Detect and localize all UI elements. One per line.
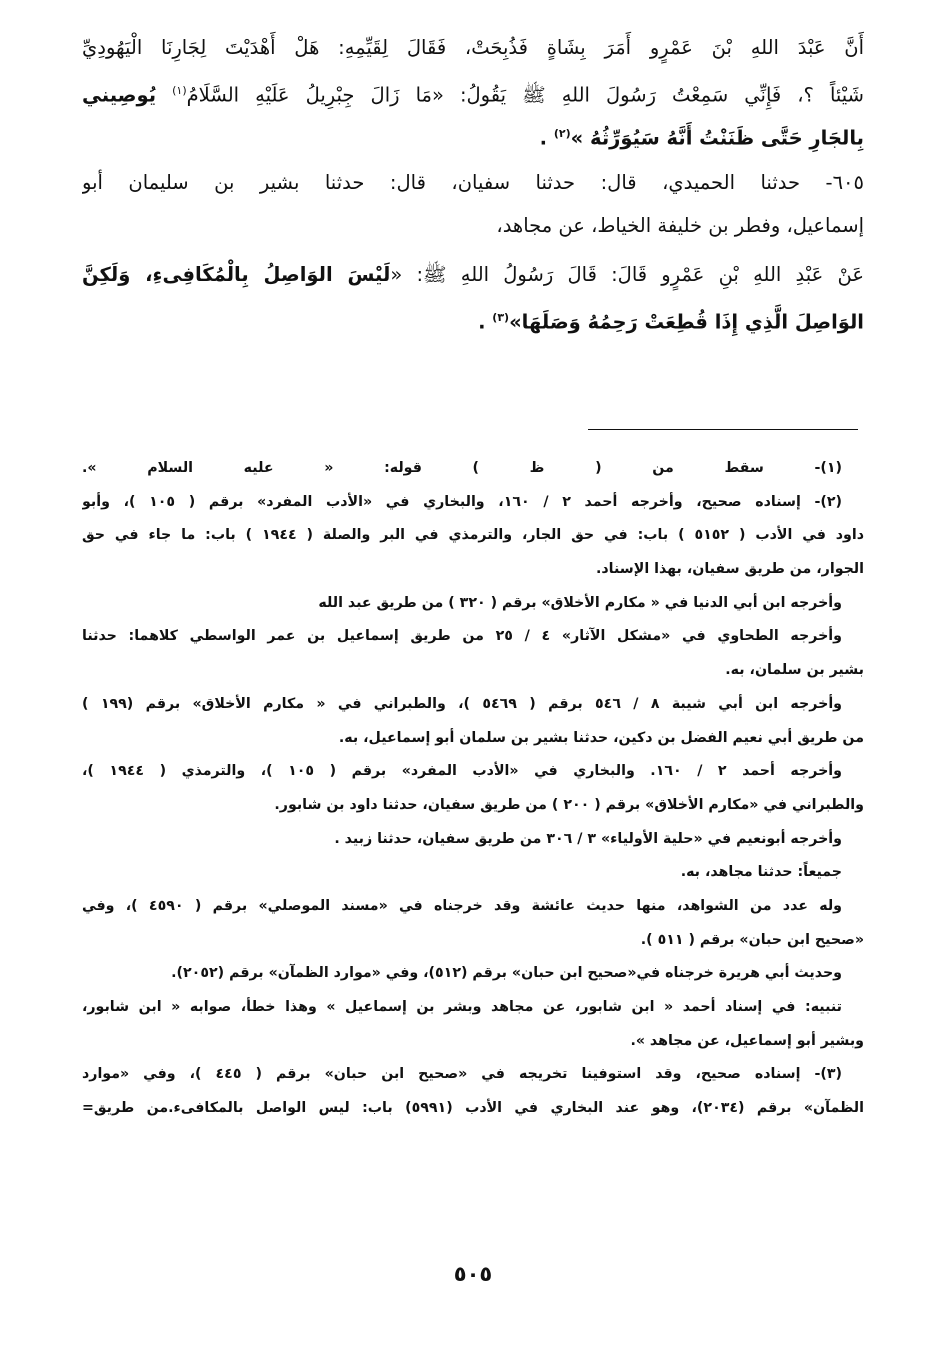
footnote-line: (٢)- إسناده صحيح، وأخرجه أحمد ٢ / ١٦٠، والبخاري في «الأدب المفرد» برقم ( ١٠٥ )، وأبو <box>82 493 843 510</box>
main-line-4 <box>82 161 864 204</box>
footnote-line: من طريق أبي نعيم الفضل بن دكين، حدثنا بشير بن سلمان أبو إسماعيل، به. <box>338 729 864 746</box>
main-line-6 <box>82 253 864 296</box>
hadith-bold-text: يُوصِيني <box>82 83 157 107</box>
footnote-line: بشير بن سلمان، به. <box>725 662 864 679</box>
hadith-bold-text: الوَاصِلَ الَّذِي إِذَا قُطِعَتْ رَحِمُهُ وَصَلَهَا» <box>509 310 864 334</box>
footnote-line: وأخرجه أحمد ٢ / ١٦٠. والبخاري في «الأدب المفرد» برقم ( ١٠٥ )، والترمذي ( ١٩٤٤ )، <box>82 763 842 780</box>
footnote-marker: (٣) <box>492 311 510 324</box>
page-number: ٥٠٥ <box>453 1262 493 1286</box>
footnote-line: وأخرجه أبونعيم في «حلية الأولياء» ٣ / ٣٠٦ من طريق سفيان، حدثنا زبيد . <box>334 830 842 847</box>
footnote-line: وأخرجه ابن أبي الدنيا في « مكارم الأخلاق» برقم ( ٣٢٠ ) من طريق عبد الله <box>318 594 842 611</box>
narration-text: عَنْ عَبْدِ اللهِ بْنِ عَمْرٍو قَالَ: قَالَ رَسُولُ اللهِ ﷺ: « <box>390 263 864 286</box>
main-line-text: شَيْئاً ؟، فَإِنِّي سَمِعْتُ رَسُولَ اللهِ ﷺ يَقُولُ: «مَا زَالَ جِبْرِيلُ عَلَيْهِ السَّلَامُ <box>186 83 864 107</box>
footnote-line: (١)- سقط من ( ظ ) قوله: « عليه السلام ». <box>82 460 842 476</box>
footnote-line: الظمآن» برقم (٢٠٣٤)، وهو عند البخاري في الأدب (٥٩٩١) باب: ليس الواصل بالمكافىء.من طريق= <box>82 1100 864 1117</box>
footnote-marker: (١) <box>172 84 187 97</box>
footnote-line: وأخرجه ابن أبي شيبة ٨ / ٥٤٦ برقم ( ٥٤٦٩ )، والطبراني في « مكارم الأخلاق» برقم (١٩٩ ) <box>82 695 842 712</box>
main-line-1 <box>82 26 864 69</box>
footnote-line: الجوار، من طريق سفيان، بهذا الإسناد. <box>596 561 864 578</box>
footnote-separator <box>588 429 858 430</box>
main-line-2 <box>82 69 864 112</box>
footnote-line: وأخرجه الطحاوي في «مشكل الآثار» ٤ / ٢٥ من طريق إسماعيل بن عمر الواسطي كلاهما: حدثنا <box>82 628 842 645</box>
main-line-7 <box>82 296 864 339</box>
footnote-line: والطبراني في «مكارم الأخلاق» برقم ( ٢٠٠ ) من طريق سفيان، حدثنا داود بن شابور. <box>274 796 864 813</box>
footnote-line: وحديث أبي هريرة خرجناه في«صحيح ابن حبان» برقم (٥١٢)، وفي «موارد الظمآن» برقم (٢٠٥٢). <box>171 965 842 982</box>
hadith-bold-text: بِالجَارِ حَتَّى ظَنَنْتُ أَنَّهُ سَيُوَرِّثُهُ » <box>570 126 864 150</box>
main-line-5 <box>82 204 864 247</box>
main-text <box>82 26 864 339</box>
footnote-line: وبشير أبو إسماعيل، عن مجاهد ». <box>630 1032 864 1049</box>
footnote-line: وله عدد من الشواهد، منها حديث عائشة وقد خرجناه في «مسند الموصلي» برقم ( ٤٥٩٠ )، وفي <box>82 897 842 914</box>
main-line-3 <box>82 112 864 155</box>
period: . <box>478 310 486 334</box>
main-line-text: أَنَّ عَبْدَ اللهِ بْنَ عَمْرٍو أَمَرَ بِشَاةٍ فَذُبِحَتْ، فَقَالَ لِقَيِّمِهِ: هَلْ أَهْدَيْتَ لِجَارِنَا الْيَهُودِيِّ <box>82 36 864 59</box>
footnote-line: «صحيح ابن حبان» برقم ( ٥١١ ). <box>640 931 864 948</box>
hadith-bold-text: لَيْسَ الوَاصِلُ بِالْمُكَافِىءِ، وَلَكِنَّ <box>82 263 391 286</box>
footnote-line: داود في الأدب ( ٥١٥٢ ) باب: في حق الجار، والترمذي في البر والصلة ( ١٩٤٤ ) باب: ما جاء في حق <box>82 527 864 544</box>
footnote-line: جميعاً: حدثنا مجاهد، به. <box>680 864 842 881</box>
footnotes <box>82 452 864 1126</box>
period: . <box>539 126 548 150</box>
footnote-marker: (٢) <box>553 127 571 140</box>
footnote-line: (٣)- إسناده صحيح، وقد استوفينا تخريجه في «صحيح ابن حبان» برقم ( ٤٤٥ )، وفي «موارد <box>82 1066 842 1083</box>
footnote-line: تنبيه: في إسناد أحمد « ابن شابور، عن مجاهد وبشر بن إسماعيل » وهذا خطأ، صوابه « ابن شابور، <box>82 999 842 1015</box>
isnad-text: ٦٠٥- حدثنا الحميدي، قال: حدثنا سفيان، قال: حدثنا بشير بن سليمان أبو <box>82 171 864 194</box>
isnad-text: إسماعيل، وفطر بن خليفة الخياط، عن مجاهد، <box>496 214 864 237</box>
